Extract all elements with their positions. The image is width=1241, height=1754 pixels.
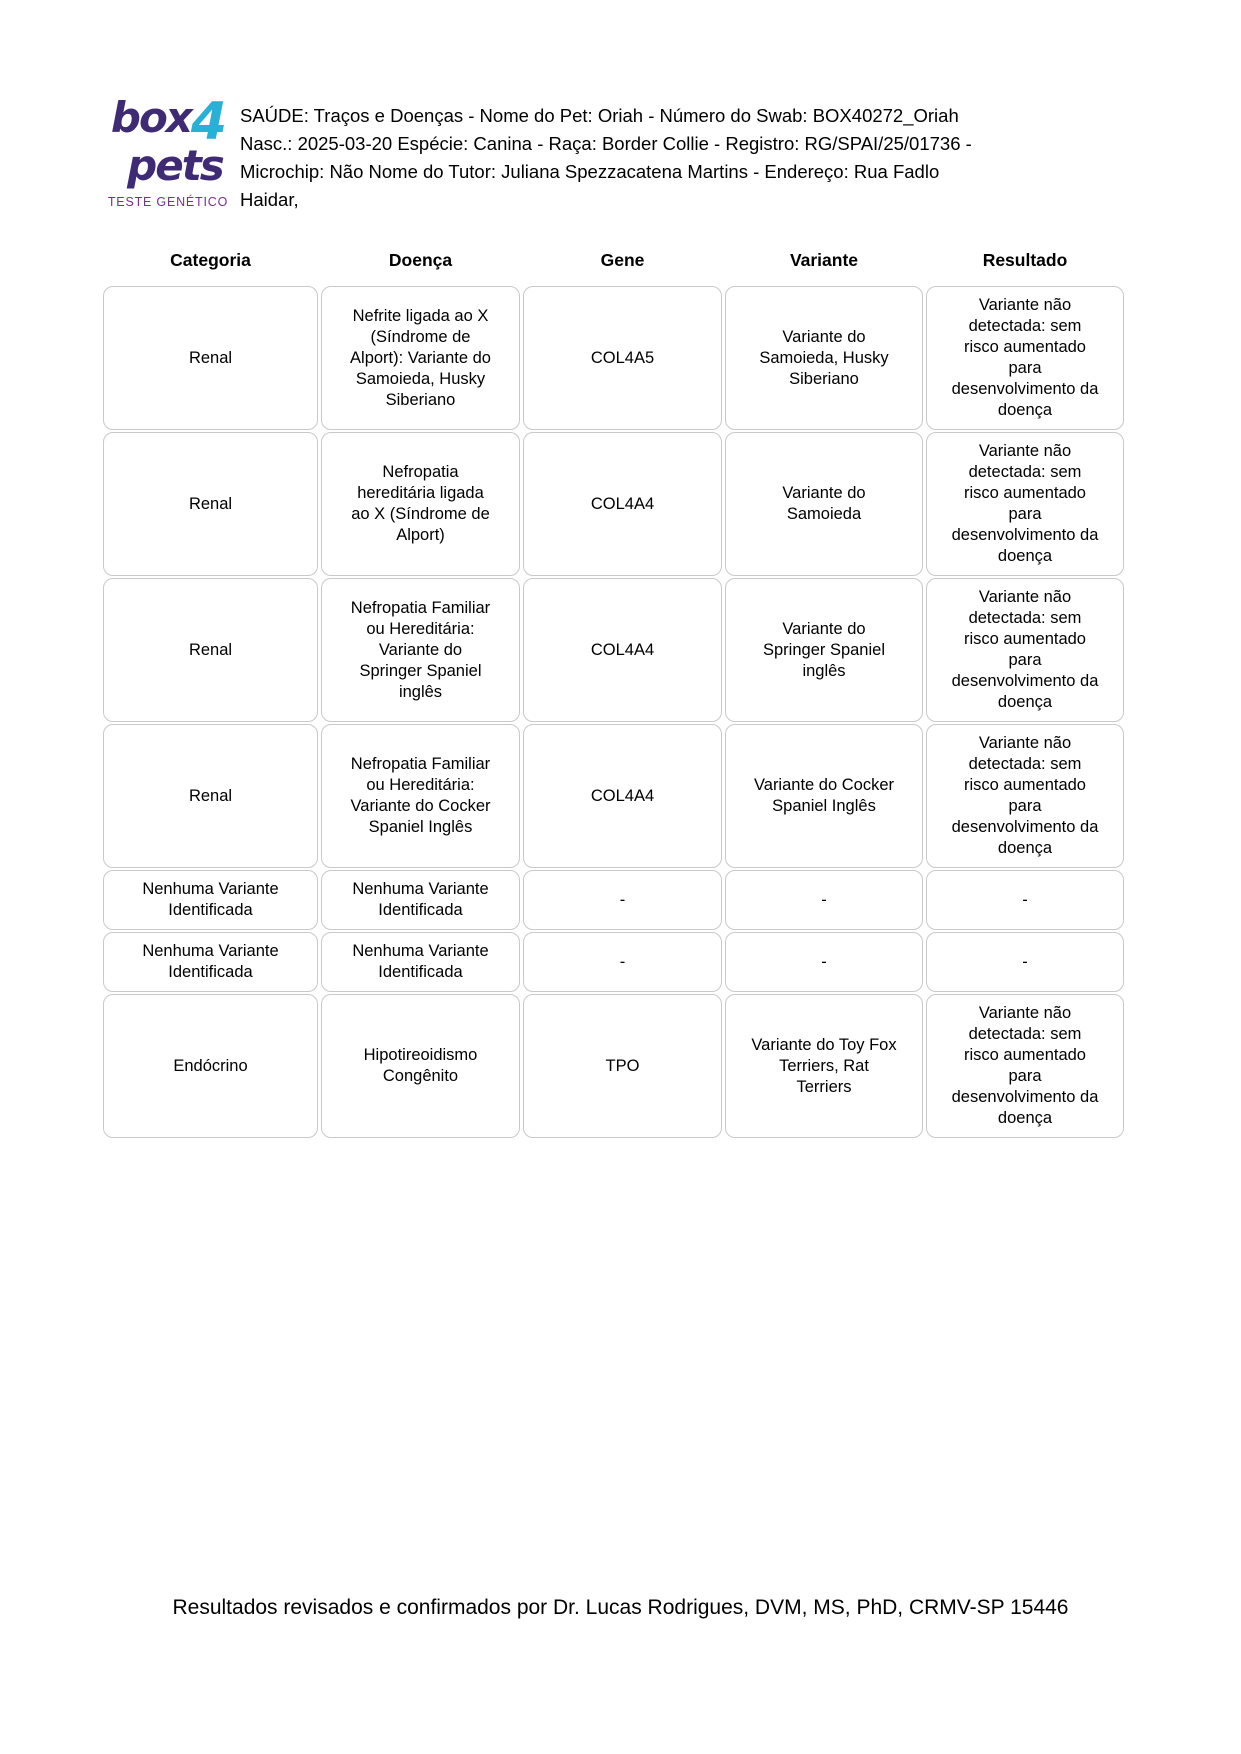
table-cell-doenca: Nefropatia Familiar ou Hereditária: Variante do Springer Spaniel inglês [321, 578, 520, 722]
results-table [103, 250, 1124, 1138]
table-cell-gene: COL4A4 [523, 724, 722, 868]
table-cell-resultado: Variante não detectada: sem risco aumentado para desenvolvimento da doença [926, 578, 1124, 722]
table-cell-categoria: Nenhuma Variante Identificada [103, 932, 318, 992]
table-cell-gene: - [523, 870, 722, 930]
table-cell-doenca: Nefropatia hereditária ligada ao X (Síndrome de Alport) [321, 432, 520, 576]
table-row [103, 578, 1124, 722]
table-cell-doenca: Nenhuma Variante Identificada [321, 870, 520, 930]
table-cell-gene: COL4A5 [523, 286, 722, 430]
table-row [103, 432, 1124, 576]
table-cell-categoria: Renal [103, 432, 318, 576]
column-header-resultado: Resultado [982, 250, 1068, 270]
table-cell-variante: Variante do Toy Fox Terriers, Rat Terriers [725, 994, 923, 1138]
table-cell-gene: TPO [523, 994, 722, 1138]
table-cell-resultado: - [926, 870, 1124, 930]
logo-text-box: box [110, 93, 191, 142]
column-header-variante: Variante [789, 250, 859, 270]
column-headers [103, 250, 1124, 271]
reviewer-signature: Resultados revisados e confirmados por Dr. Lucas Rodrigues, DVM, MS, PhD, CRMV-SP 15446 [172, 1596, 1069, 1619]
table-body [103, 286, 1124, 1138]
box4pets-logo [98, 92, 238, 210]
table-cell-variante: Variante do Samoieda, Husky Siberiano [725, 286, 923, 430]
table-cell-categoria: Renal [103, 724, 318, 868]
logo-tagline: TESTE GENÉTICO [107, 195, 229, 210]
table-cell-categoria: Renal [103, 578, 318, 722]
column-header-doenca: Doença [388, 250, 453, 270]
table-row [103, 870, 1124, 930]
table-cell-doenca: Nefrite ligada ao X (Síndrome de Alport): Variante do Samoieda, Husky Siberiano [321, 286, 520, 430]
table-row [103, 724, 1124, 868]
table-cell-variante: - [725, 870, 923, 930]
table-cell-resultado: Variante não detectada: sem risco aumentado para desenvolvimento da doença [926, 994, 1124, 1138]
table-cell-resultado: Variante não detectada: sem risco aumentado para desenvolvimento da doença [926, 432, 1124, 576]
table-row [103, 932, 1124, 992]
table-cell-variante: Variante do Cocker Spaniel Inglês [725, 724, 923, 868]
table-cell-categoria: Renal [103, 286, 318, 430]
column-header-gene: Gene [600, 250, 645, 270]
table-cell-resultado: Variante não detectada: sem risco aumentado para desenvolvimento da doença [926, 286, 1124, 430]
logo-text-4: 4 [190, 92, 226, 152]
logo-text-pets: pets [127, 141, 223, 191]
table-cell-variante: Variante do Springer Spaniel inglês [725, 578, 923, 722]
table-row [103, 286, 1124, 430]
table-cell-doenca: Nenhuma Variante Identificada [321, 932, 520, 992]
table-cell-categoria: Endócrino [103, 994, 318, 1138]
logo-wordmark [98, 92, 238, 152]
table-cell-variante: Variante do Samoieda [725, 432, 923, 576]
table-cell-doenca: Hipotireoidismo Congênito [321, 994, 520, 1138]
table-row [103, 994, 1124, 1138]
pet-info-header: SAÚDE: Traços e Doenças - Nome do Pet: Oriah - Número do Swab: BOX40272_Oriah Nasc.: 2025-03-20 Espécie: Canina - Raça: Border Collie - Registro: RG/SPAI/25/01736 - Microchip: Não Nome do Tutor: Juliana Spezzacatena Martins - Endereço: Rua Fadlo Haidar, [240, 105, 972, 210]
table-cell-categoria: Nenhuma Variante Identificada [103, 870, 318, 930]
column-header-categoria: Categoria [170, 250, 251, 270]
table-cell-gene: COL4A4 [523, 432, 722, 576]
table-cell-variante: - [725, 932, 923, 992]
table-cell-resultado: Variante não detectada: sem risco aumentado para desenvolvimento da doença [926, 724, 1124, 868]
table-cell-doenca: Nefropatia Familiar ou Hereditária: Variante do Cocker Spaniel Inglês [321, 724, 520, 868]
table-cell-gene: - [523, 932, 722, 992]
table-cell-resultado: - [926, 932, 1124, 992]
table-cell-gene: COL4A4 [523, 578, 722, 722]
